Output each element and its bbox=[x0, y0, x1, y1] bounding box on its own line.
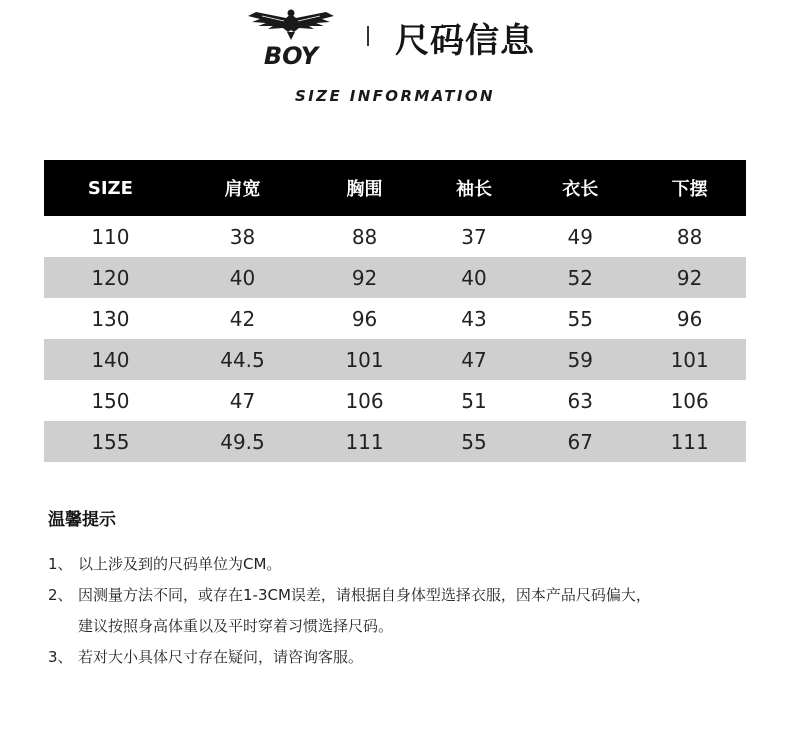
tip-item bbox=[48, 549, 768, 580]
tip-item bbox=[48, 580, 768, 611]
table-row bbox=[44, 257, 746, 298]
table-cell: 96 bbox=[676, 306, 703, 331]
tip-text: 因测量方法不同，或存在1-3CM误差，请根据自身体型选择衣服，因本产品尺码偏大， bbox=[78, 586, 651, 604]
table-row bbox=[44, 421, 746, 462]
table-cell: 111 bbox=[633, 421, 746, 462]
table-cell: 38 bbox=[229, 224, 256, 249]
table-cell: 47 bbox=[229, 388, 256, 413]
page-header bbox=[0, 0, 790, 120]
table-cell: 92 bbox=[633, 257, 746, 298]
table-cell: 106 bbox=[345, 388, 384, 413]
column-header-sleeve: 袖长 bbox=[421, 160, 527, 216]
table-cell: 40 bbox=[421, 257, 527, 298]
table-cell: 92 bbox=[308, 257, 421, 298]
table-cell: 88 bbox=[351, 224, 378, 249]
tips-title: 温馨提示 bbox=[48, 510, 116, 530]
table-cell: 51 bbox=[461, 388, 487, 413]
column-header-chest: 胸围 bbox=[308, 160, 421, 216]
table-cell: 47 bbox=[421, 339, 527, 380]
tip-number: 2、 bbox=[48, 586, 73, 604]
table-row bbox=[44, 380, 746, 421]
boy-eagle-logo-icon bbox=[246, 6, 336, 68]
table-cell: 155 bbox=[44, 421, 177, 462]
page-subtitle: SIZE INFORMATION bbox=[294, 87, 496, 105]
table-cell: 101 bbox=[308, 339, 421, 380]
table-cell: 140 bbox=[44, 339, 177, 380]
table-cell: 150 bbox=[91, 388, 130, 413]
size-table bbox=[44, 160, 746, 462]
tip-text: 若对大小具体尺寸存在疑问，请咨询客服。 bbox=[78, 648, 364, 666]
column-header-size: SIZE bbox=[44, 160, 177, 216]
table-cell: 88 bbox=[676, 224, 703, 249]
table-row bbox=[44, 216, 746, 257]
table-cell: 42 bbox=[229, 306, 256, 331]
table-header-row bbox=[44, 160, 746, 216]
table-cell: 52 bbox=[527, 257, 633, 298]
table-cell: 44.5 bbox=[177, 339, 308, 380]
tip-item bbox=[48, 611, 768, 642]
table-cell: 101 bbox=[633, 339, 746, 380]
table-row bbox=[44, 298, 746, 339]
header-divider bbox=[367, 26, 369, 46]
tip-number: 3、 bbox=[48, 648, 73, 666]
table-cell: 49 bbox=[567, 224, 593, 249]
column-header-length: 衣长 bbox=[527, 160, 633, 216]
table-cell: 111 bbox=[308, 421, 421, 462]
tip-text: 建议按照身高体重以及平时穿着习惯选择尺码。 bbox=[78, 617, 394, 635]
table-cell: 130 bbox=[91, 306, 130, 331]
tips-section bbox=[48, 505, 768, 673]
column-header-hem: 下摆 bbox=[633, 160, 746, 216]
table-cell: 55 bbox=[567, 306, 593, 331]
table-row bbox=[44, 339, 746, 380]
table-cell: 37 bbox=[461, 224, 487, 249]
table-cell: 120 bbox=[44, 257, 177, 298]
tip-number: 1、 bbox=[48, 555, 73, 573]
brand-wordmark: BOY bbox=[263, 42, 319, 68]
table-cell: 96 bbox=[351, 306, 378, 331]
table-cell: 55 bbox=[421, 421, 527, 462]
tip-text: 以上涉及到的尺码单位为CM。 bbox=[78, 555, 282, 573]
table-cell: 40 bbox=[177, 257, 308, 298]
page-title: 尺码信息 bbox=[395, 21, 535, 61]
table-cell: 106 bbox=[670, 388, 709, 413]
table-cell: 63 bbox=[567, 388, 593, 413]
table-cell: 59 bbox=[527, 339, 633, 380]
column-header-shoulder: 肩宽 bbox=[177, 160, 308, 216]
table-cell: 43 bbox=[461, 306, 487, 331]
tip-number bbox=[48, 611, 78, 642]
table-cell: 49.5 bbox=[177, 421, 308, 462]
table-cell: 110 bbox=[91, 224, 130, 249]
tip-item bbox=[48, 642, 768, 673]
table-cell: 67 bbox=[527, 421, 633, 462]
